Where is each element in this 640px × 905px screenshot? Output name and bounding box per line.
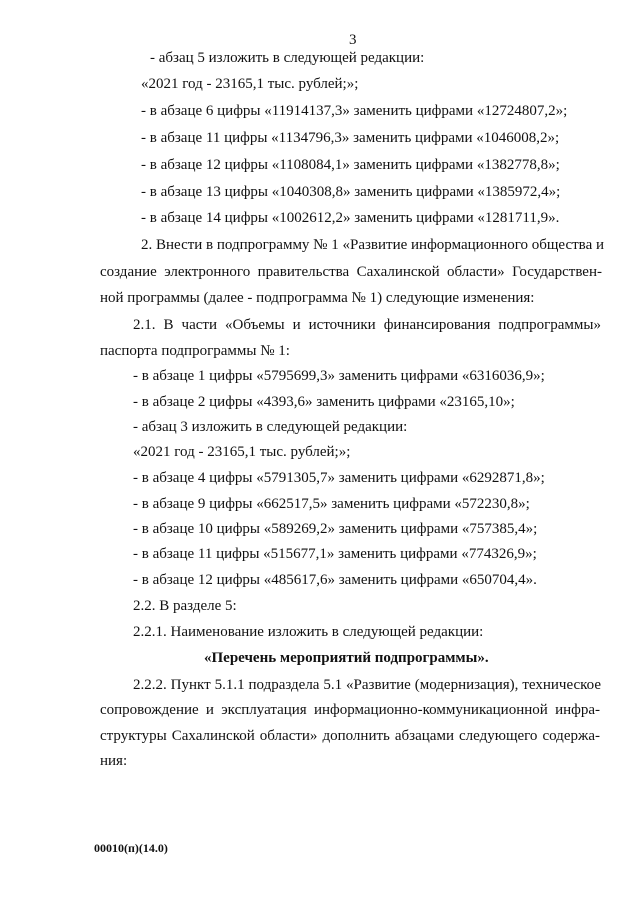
text-line: - абзац 3 изложить в следующей редакции: — [133, 419, 408, 435]
paragraph-line: 2.2.2. Пункт 5.1.1 подраздела 5.1 «Развитие (модернизация), техническое — [133, 677, 601, 693]
text-line: - в абзаце 1 цифры «5795699,3» заменить цифрами «6316036,9»; — [133, 368, 545, 384]
paragraph-line: ния: — [100, 753, 128, 769]
text-line: - в абзаце 11 цифры «1134796,3» заменить цифрами «1046008,2»; — [141, 130, 560, 146]
paragraph-line: ной программы (далее - подпрограмма № 1) следующие изменения: — [100, 290, 535, 306]
text-line: - в абзаце 12 цифры «1108084,1» заменить цифрами «1382778,8»; — [141, 157, 560, 173]
section-line: 2.2.1. Наименование изложить в следующей редакции: — [133, 624, 484, 640]
text-line: - абзац 5 изложить в следующей редакции: — [150, 50, 425, 66]
text-line: - в абзаце 2 цифры «4393,6» заменить цифрами «23165,10»; — [133, 394, 515, 410]
text-line: - в абзаце 4 цифры «5791305,7» заменить цифрами «6292871,8»; — [133, 470, 545, 486]
text-line: - в абзаце 6 цифры «11914137,3» заменить цифрами «12724807,2»; — [141, 103, 568, 119]
text-line: - в абзаце 12 цифры «485617,6» заменить цифрами «650704,4». — [133, 572, 537, 588]
paragraph-line: создание электронного правительства Сахалинской области» Государствен- — [100, 264, 602, 280]
heading-line: «Перечень мероприятий подпрограммы». — [204, 650, 489, 666]
text-line: «2021 год - 23165,1 тыс. рублей;»; — [141, 76, 359, 92]
text-line: - в абзаце 14 цифры «1002612,2» заменить цифрами «1281711,9». — [141, 210, 560, 226]
paragraph-line: сопровождение и эксплуатация информационно-коммуникационной инфра- — [100, 702, 600, 718]
footer-code: 00010(п)(14.0) — [94, 841, 168, 855]
paragraph-line: структуры Сахалинской области» дополнить абзацами следующего содержа- — [100, 728, 600, 744]
text-line: - в абзаце 9 цифры «662517,5» заменить цифрами «572230,8»; — [133, 496, 530, 512]
page-number: 3 — [349, 32, 357, 48]
text-line: - в абзаце 10 цифры «589269,2» заменить цифрами «757385,4»; — [133, 521, 538, 537]
paragraph-line: 2.1. В части «Объемы и источники финансирования подпрограммы» — [133, 317, 601, 333]
text-line: - в абзаце 13 цифры «1040308,8» заменить цифрами «1385972,4»; — [141, 184, 561, 200]
paragraph-line: паспорта подпрограммы № 1: — [100, 343, 290, 359]
paragraph-line: 2. Внести в подпрограмму № 1 «Развитие информационного общества и — [141, 237, 605, 253]
section-line: 2.2. В разделе 5: — [133, 598, 237, 614]
text-line: - в абзаце 11 цифры «515677,1» заменить цифрами «774326,9»; — [133, 546, 537, 562]
text-line: «2021 год - 23165,1 тыс. рублей;»; — [133, 444, 351, 460]
